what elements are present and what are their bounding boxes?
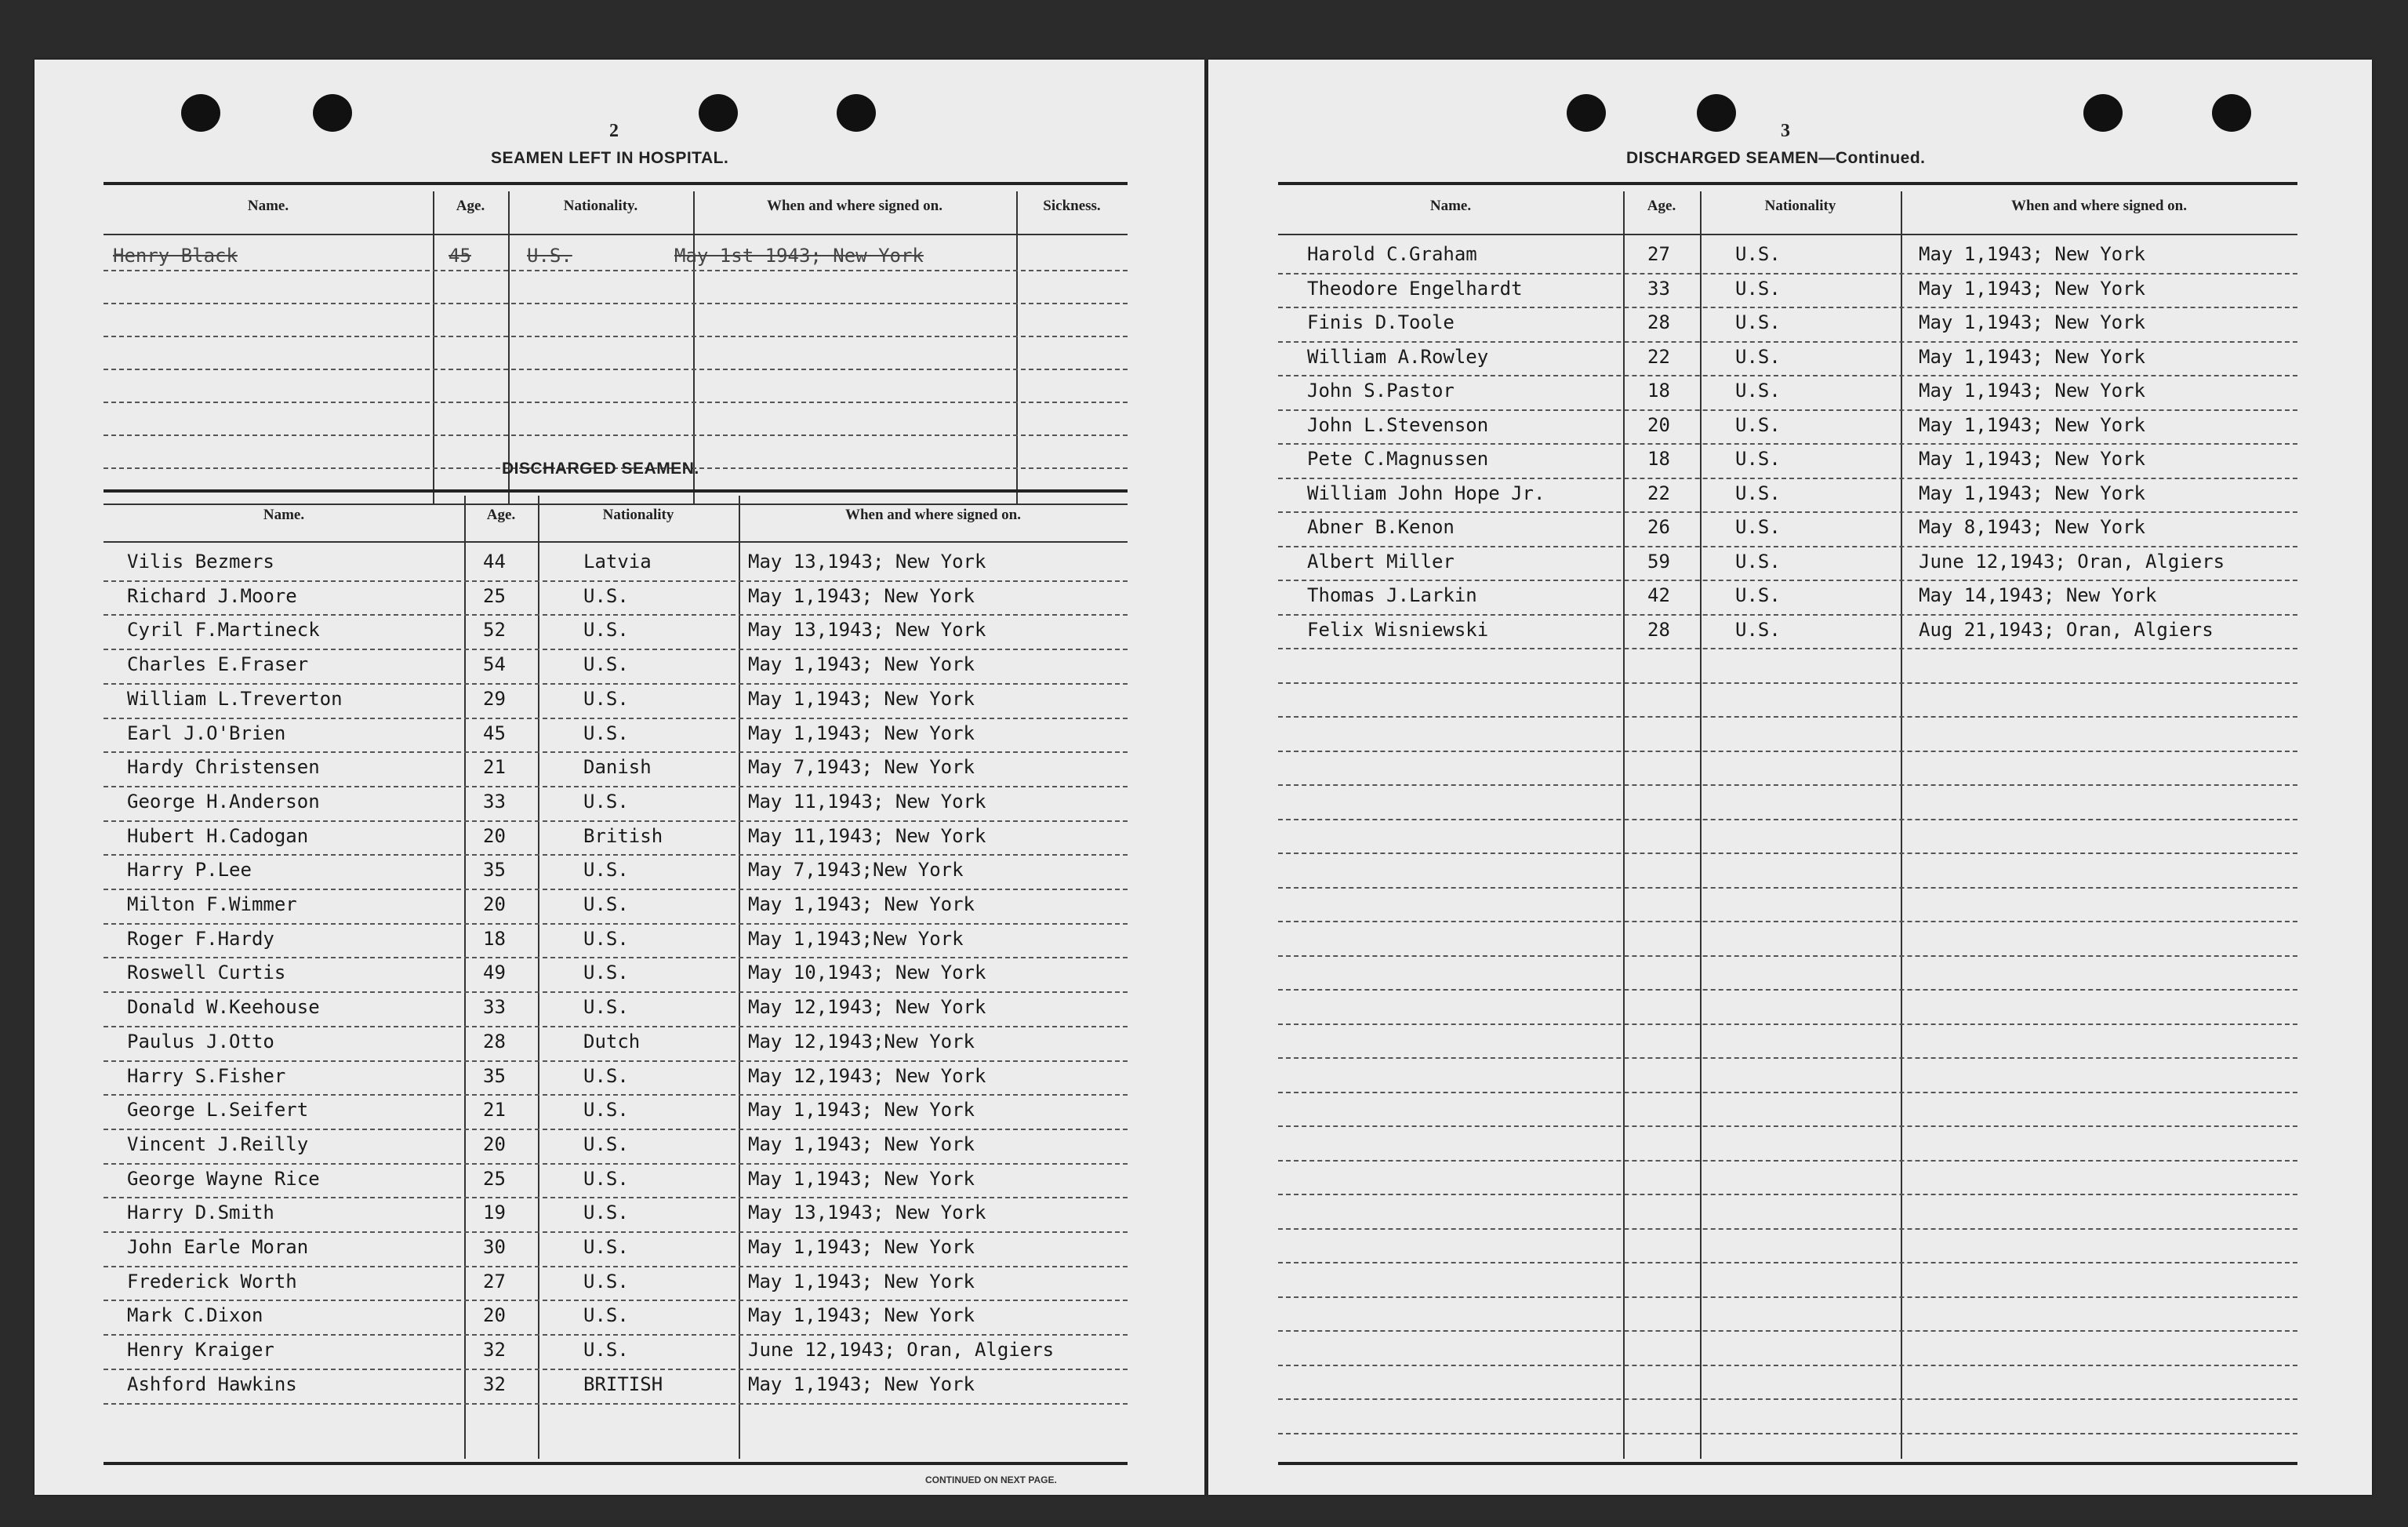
row-age: 25 [483,1167,506,1190]
row-rule [104,820,1128,822]
binder-hole [313,94,352,132]
hospital-header-name: Name. [247,198,289,214]
row-signed: May 1,1943; New York [748,1133,975,1155]
row-rule [104,1129,1128,1130]
row-nationality: Latvia [583,551,652,573]
row-age: 20 [483,824,506,847]
row-signed: May 12,1943;New York [748,1030,975,1053]
row-nationality: U.S. [583,1270,629,1292]
row-nationality: U.S. [1735,277,1781,300]
row-age: 20 [483,1133,506,1155]
row-name: Frederick Worth [127,1270,297,1292]
row-nationality: U.S. [1735,345,1781,368]
row-signed: May 13,1943; New York [748,551,986,573]
row-rule [1278,955,2297,957]
row-name: Felix Wisniewski [1307,618,1489,641]
row-nationality: U.S. [583,893,629,915]
row-rule [1278,273,2297,274]
row-name: Earl J.O'Brien [127,722,286,744]
row-rule [1278,478,2297,479]
row-nationality: U.S. [1735,584,1781,606]
row-nationality: U.S. [583,1064,629,1087]
row-age: 49 [483,962,506,984]
row-age: 52 [483,619,506,642]
row-age: 21 [483,1099,506,1122]
header-age: Age. [1647,198,1676,214]
row-signed: May 8,1943; New York [1919,516,2145,538]
row-signed: May 1,1943; New York [748,687,975,710]
row-name: Harry D.Smith [127,1202,274,1224]
binder-hole [1567,94,1606,132]
column-divider [508,191,510,505]
column-divider [433,191,434,505]
row-signed: May 1,1943; New York [1919,448,2145,470]
row-nationality: U.S. [583,1167,629,1190]
row-nationality: U.S. [1735,380,1781,402]
header-signed: When and where signed on. [2010,198,2187,214]
header-rule [104,234,1128,235]
row-rule [1278,614,2297,616]
binder-hole [2083,94,2123,132]
row-age: 25 [483,584,506,607]
row-name: Vincent J.Reilly [127,1133,309,1155]
row-name: Hardy Christensen [127,756,320,779]
row-rule [1278,580,2297,581]
row-age: 28 [1647,311,1670,333]
row-signed: Aug 21,1943; Oran, Algiers [1919,618,2214,641]
hospital-age: 45 [449,245,471,267]
row-rule [1278,1057,2297,1059]
row-rule [1278,1160,2297,1162]
row-signed: May 1,1943; New York [1919,380,2145,402]
column-divider [464,496,466,1459]
page-number: 2 [609,121,619,141]
row-signed: June 12,1943; Oran, Algiers [1919,550,2225,573]
row-nationality: U.S. [1735,243,1781,265]
column-divider [1016,191,1018,505]
row-rule [1278,443,2297,445]
row-name: Mark C.Dixon [127,1304,263,1327]
row-signed: May 10,1943; New York [748,962,986,984]
row-name: John L.Stevenson [1307,413,1489,436]
hospital-header-age: Age. [456,198,485,214]
row-rule [104,854,1128,856]
row-age: 21 [483,756,506,779]
row-rule [1278,887,2297,889]
row-age: 26 [1647,516,1670,538]
row-rule [104,718,1128,719]
row-rule [1278,375,2297,376]
row-age: 59 [1647,550,1670,573]
row-rule [1278,1262,2297,1263]
row-age: 28 [1647,618,1670,641]
row-rule [104,336,1128,337]
row-name: Ashford Hawkins [127,1372,297,1395]
binder-hole [2212,94,2251,132]
row-rule [104,434,1128,436]
row-name: Roger F.Hardy [127,927,274,950]
row-rule [104,1094,1128,1096]
column-divider [1901,191,1902,1459]
row-rule [104,1266,1128,1267]
row-name: Pete C.Magnussen [1307,448,1489,470]
row-age: 18 [1647,380,1670,402]
row-signed: May 1,1943; New York [748,653,975,676]
header-nationality: Nationality [1764,198,1836,214]
row-signed: May 1,1943;New York [748,927,964,950]
row-nationality: U.S. [1735,311,1781,333]
row-nationality: U.S. [583,619,629,642]
row-rule [104,1403,1128,1405]
row-signed: May 12,1943; New York [748,1064,986,1087]
row-rule [1278,989,2297,991]
row-age: 20 [483,893,506,915]
row-rule [104,1334,1128,1336]
row-age: 42 [1647,584,1670,606]
discharged-header-signed: When and where signed on. [844,507,1021,523]
row-rule [104,402,1128,403]
row-name: George Wayne Rice [127,1167,320,1190]
header-name: Name. [1429,198,1472,214]
row-nationality: U.S. [1735,516,1781,538]
row-nationality: U.S. [583,790,629,813]
row-signed: May 11,1943; New York [748,790,986,813]
row-rule [1278,1433,2297,1434]
row-signed: May 1,1943; New York [1919,311,2145,333]
row-signed: May 1,1943; New York [748,722,975,744]
row-rule [104,889,1128,890]
row-nationality: U.S. [583,1099,629,1122]
row-nationality: U.S. [583,962,629,984]
row-rule [104,683,1128,685]
header-rule [104,541,1128,543]
row-nationality: Danish [583,756,652,779]
row-nationality: U.S. [583,687,629,710]
row-nationality: U.S. [583,996,629,1019]
row-nationality: Dutch [583,1030,641,1053]
column-divider [1623,191,1625,1459]
row-name: George L.Seifert [127,1099,309,1122]
row-name: William John Hope Jr. [1307,482,1545,504]
row-name: Milton F.Wimmer [127,893,297,915]
table-top-rule [104,489,1128,493]
row-rule [1278,546,2297,547]
row-signed: May 11,1943; New York [748,824,986,847]
hospital-section-title: SEAMEN LEFT IN HOSPITAL. [491,149,729,167]
discharged-header-nationality: Nationality [602,507,674,523]
hospital-name: Henry Black [113,245,238,267]
row-rule [104,303,1128,304]
row-age: 18 [483,927,506,950]
row-rule [104,1197,1128,1198]
row-age: 18 [1647,448,1670,470]
row-name: Cyril F.Martineck [127,619,320,642]
row-age: 44 [483,551,506,573]
row-age: 27 [483,1270,506,1292]
row-rule [1278,682,2297,684]
row-rule [1278,921,2297,922]
row-age: 20 [483,1304,506,1327]
row-age: 33 [483,790,506,813]
row-nationality: British [583,824,663,847]
header-rule [1278,234,2297,235]
row-signed: May 1,1943; New York [748,1167,975,1190]
hospital-header-sickness: Sickness. [1043,198,1101,214]
row-signed: May 7,1943;New York [748,859,964,882]
row-rule [104,1369,1128,1370]
row-rule [104,923,1128,925]
row-name: Henry Kraiger [127,1339,274,1362]
binder-hole [837,94,876,132]
row-rule [104,270,1128,271]
discharged-section-title: DISCHARGED SEAMEN. [502,460,699,478]
row-rule [104,1026,1128,1027]
row-nationality: U.S. [1735,413,1781,436]
row-nationality: U.S. [583,927,629,950]
row-name: George H.Anderson [127,790,320,813]
row-name: Thomas J.Larkin [1307,584,1477,606]
row-age: 19 [483,1202,506,1224]
row-nationality: U.S. [583,722,629,744]
row-signed: May 1,1943; New York [748,584,975,607]
row-age: 20 [1647,413,1670,436]
row-rule [1278,511,2297,513]
row-rule [104,369,1128,370]
row-rule [1278,1228,2297,1230]
row-signed: May 1,1943; New York [748,1372,975,1395]
row-signed: May 1,1943; New York [1919,277,2145,300]
row-rule [104,649,1128,650]
row-signed: May 1,1943; New York [748,1270,975,1292]
row-rule [1278,1365,2297,1366]
row-rule [1278,1330,2297,1332]
row-rule [1278,751,2297,752]
row-name: Abner B.Kenon [1307,516,1455,538]
row-rule [104,957,1128,958]
row-name: Albert Miller [1307,550,1455,573]
row-name: Hubert H.Cadogan [127,824,309,847]
row-signed: May 1,1943; New York [1919,345,2145,368]
row-name: Finis D.Toole [1307,311,1455,333]
row-nationality: U.S. [583,584,629,607]
row-age: 35 [483,859,506,882]
row-rule [104,580,1128,582]
row-nationality: U.S. [1735,618,1781,641]
hospital-header-nationality: Nationality. [563,198,638,214]
row-signed: May 1,1943; New York [748,1304,975,1327]
table-top-rule [1278,182,2297,185]
row-rule [1278,648,2297,649]
row-name: Harold C.Graham [1307,243,1477,265]
row-nationality: U.S. [583,1236,629,1258]
row-name: Theodore Engelhardt [1307,277,1523,300]
row-name: John Earle Moran [127,1236,309,1258]
row-nationality: U.S. [583,1133,629,1155]
row-age: 30 [483,1236,506,1258]
row-age: 32 [483,1339,506,1362]
table-bottom-rule [104,504,1128,505]
row-rule [1278,341,2297,343]
row-rule [104,1060,1128,1062]
table-bottom-rule [104,1462,1128,1465]
binder-hole [699,94,738,132]
row-rule [1278,1194,2297,1195]
left-page [35,60,1204,1495]
row-rule [1278,716,2297,718]
row-rule [104,786,1128,787]
row-nationality: U.S. [1735,448,1781,470]
row-name: William A.Rowley [1307,345,1489,368]
row-name: Harry S.Fisher [127,1064,286,1087]
row-rule [104,991,1128,993]
column-divider [693,191,695,505]
row-name: Paulus J.Otto [127,1030,274,1053]
row-signed: May 1,1943; New York [1919,482,2145,504]
table-top-rule [104,182,1128,185]
row-nationality: U.S. [583,1202,629,1224]
row-age: 33 [1647,277,1670,300]
row-name: Harry P.Lee [127,859,252,882]
row-age: 54 [483,653,506,676]
row-signed: May 1,1943; New York [748,1099,975,1122]
row-signed: May 7,1943; New York [748,756,975,779]
table-bottom-rule [1278,1462,2297,1465]
binder-hole [1697,94,1736,132]
row-rule [1278,1092,2297,1093]
row-signed: June 12,1943; Oran, Algiers [748,1339,1055,1362]
row-name: William L.Treverton [127,687,343,710]
row-signed: May 1,1943; New York [1919,243,2145,265]
column-divider [1700,191,1702,1459]
row-name: Roswell Curtis [127,962,286,984]
row-nationality: U.S. [583,859,629,882]
row-nationality: U.S. [1735,482,1781,504]
row-nationality: BRITISH [583,1372,663,1395]
continued-note: CONTINUED ON NEXT PAGE. [925,1474,1057,1485]
page-number: 3 [1781,121,1790,141]
row-rule [1278,1398,2297,1400]
row-rule [1278,1125,2297,1127]
row-rule [1278,307,2297,308]
row-nationality: U.S. [1735,550,1781,573]
row-name: Donald W.Keehouse [127,996,320,1019]
row-rule [104,1231,1128,1233]
row-nationality: U.S. [583,1304,629,1327]
row-rule [104,751,1128,753]
row-signed: May 1,1943; New York [748,893,975,915]
row-name: Richard J.Moore [127,584,297,607]
discharged-header-age: Age. [486,507,516,523]
row-signed: May 14,1943; New York [1919,584,2157,606]
column-divider [538,496,539,1459]
row-rule [104,614,1128,616]
hospital-nationality: U.S. [527,245,572,267]
row-age: 28 [483,1030,506,1053]
row-rule [104,1163,1128,1165]
binder-hole [181,94,220,132]
row-age: 22 [1647,482,1670,504]
row-signed: May 12,1943; New York [748,996,986,1019]
row-age: 29 [483,687,506,710]
row-age: 27 [1647,243,1670,265]
right-page [1208,60,2372,1495]
row-name: Charles E.Fraser [127,653,309,676]
row-age: 45 [483,722,506,744]
row-nationality: U.S. [583,1339,629,1362]
row-rule [1278,1023,2297,1025]
row-signed: May 1,1943; New York [1919,413,2145,436]
row-rule [1278,409,2297,411]
row-age: 22 [1647,345,1670,368]
row-rule [1278,1296,2297,1298]
row-rule [1278,784,2297,786]
row-signed: May 13,1943; New York [748,619,986,642]
row-age: 32 [483,1372,506,1395]
row-signed: May 1,1943; New York [748,1236,975,1258]
row-rule [1278,819,2297,820]
row-name: Vilis Bezmers [127,551,274,573]
row-nationality: U.S. [583,653,629,676]
row-signed: May 13,1943; New York [748,1202,986,1224]
hospital-signed: May 1st 1943; New York [674,245,924,267]
continued-section-title: DISCHARGED SEAMEN—Continued. [1626,149,1926,167]
row-rule [1278,853,2297,854]
row-age: 33 [483,996,506,1019]
row-name: John S.Pastor [1307,380,1455,402]
discharged-header-name: Name. [263,507,305,523]
row-rule [104,1300,1128,1301]
row-age: 35 [483,1064,506,1087]
hospital-header-signed: When and where signed on. [766,198,942,214]
column-divider [739,496,740,1459]
